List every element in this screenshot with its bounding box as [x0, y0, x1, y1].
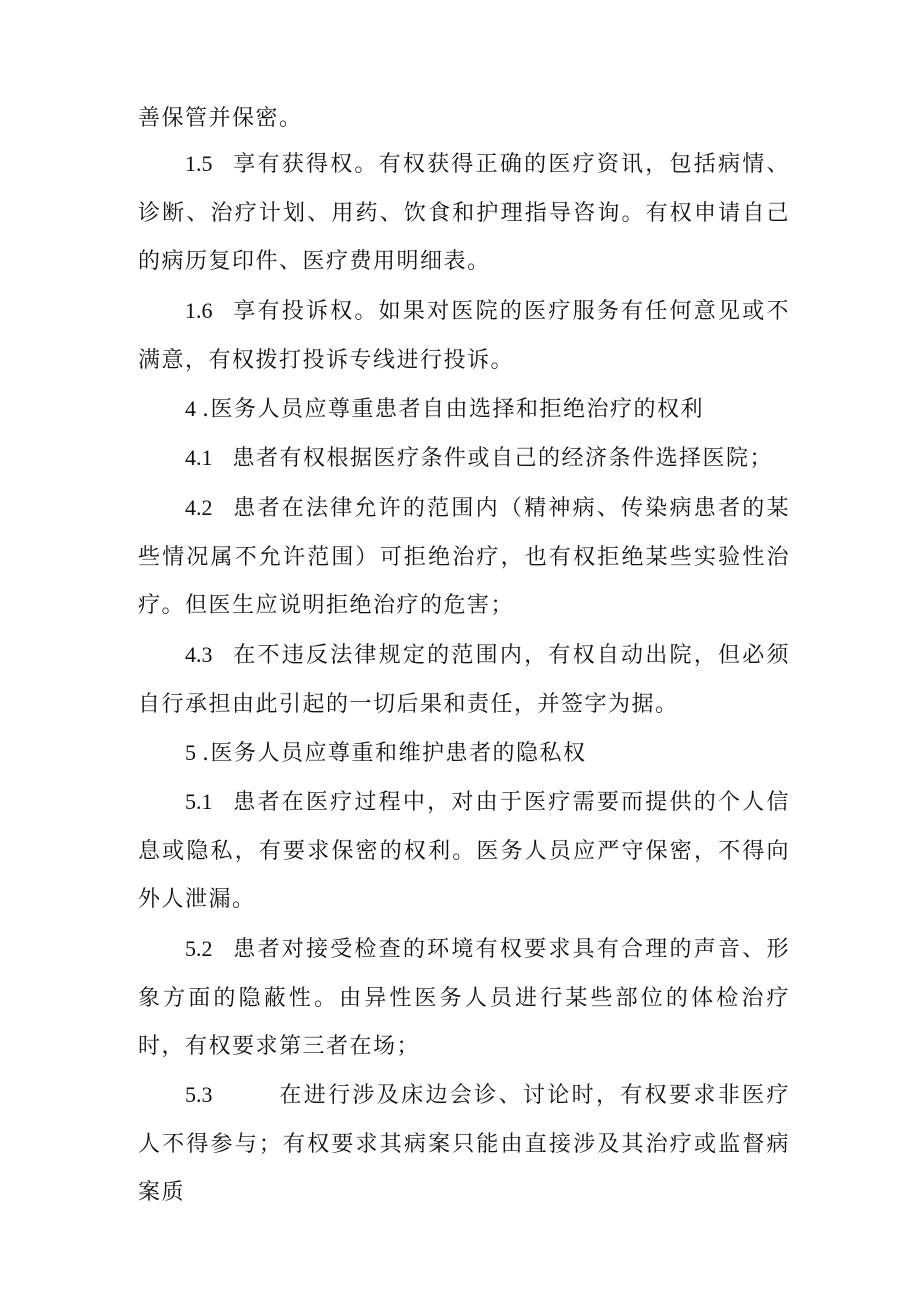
section-number: 1.6: [185, 298, 213, 323]
section-heading-4: [138, 385, 790, 435]
paragraph-text: 患者在医疗过程中，对由于医疗需要而提供的个人信息或隐私，有要求保密的权利。医务人员应严守保密，不得向外人泄漏。: [138, 790, 790, 912]
section-number: 4.3: [185, 642, 213, 667]
paragraph-5-2: [138, 925, 790, 1072]
paragraph-5-1: [138, 778, 790, 925]
section-number: 5: [185, 740, 196, 765]
heading-text: .医务人员应尊重和维护患者的隐私权: [202, 741, 587, 766]
section-number: 4: [185, 396, 196, 421]
paragraph-text: 在进行涉及床边会诊、讨论时，有权要求非医疗人不得参与；有权要求其病案只能由直接涉及其治疗或监督病案质: [138, 1083, 790, 1205]
paragraph-text: 患者对接受检查的环境有权要求具有合理的声音、形象方面的隐蔽性。由异性医务人员进行某些部位的体检治疗时，有权要求第三者在场；: [138, 937, 790, 1059]
section-number: 5.1: [185, 789, 213, 814]
paragraph-4-2: [138, 484, 790, 631]
section-heading-5: [138, 729, 790, 779]
paragraph-5-3: [138, 1071, 790, 1218]
section-number: 4.1: [185, 445, 213, 470]
paragraph-1-6: [138, 287, 790, 385]
section-number: 4.2: [185, 495, 213, 520]
paragraph-4-1: [138, 434, 790, 484]
paragraph-text: 在不违反法律规定的范围内，有权自动出院，但必须自行承担由此引起的一切后果和责任，并签字为据。: [138, 643, 790, 717]
paragraph-text: 患者有权根据医疗条件或自己的经济条件选择医院；: [232, 446, 774, 471]
section-number: 5.2: [185, 936, 213, 961]
heading-text: .医务人员应尊重患者自由选择和拒绝治疗的权利: [202, 397, 704, 422]
paragraph-1-5: [138, 140, 790, 287]
paragraph-text: 享有获得权。有权获得正确的医疗资讯，包括病情、诊断、治疗计划、用药、饮食和护理指导咨询。有权申请自己的病历复印件、医疗费用明细表。: [138, 152, 790, 274]
section-number: 5.3: [185, 1082, 213, 1107]
paragraph-continuation: [138, 95, 790, 144]
paragraph-text: 善保管并保密。: [138, 106, 303, 131]
paragraph-text: 享有投诉权。如果对医院的医疗服务有任何意见或不满意，有权拨打投诉专线进行投诉。: [138, 299, 790, 373]
paragraph-text: 患者在法律允许的范围内（精神病、传染病患者的某些情况属不允许范围）可拒绝治疗，也有权拒绝某些实验性治疗。但医生应说明拒绝治疗的危害；: [138, 496, 790, 618]
paragraph-4-3: [138, 631, 790, 729]
section-number: 1.5: [185, 151, 213, 176]
